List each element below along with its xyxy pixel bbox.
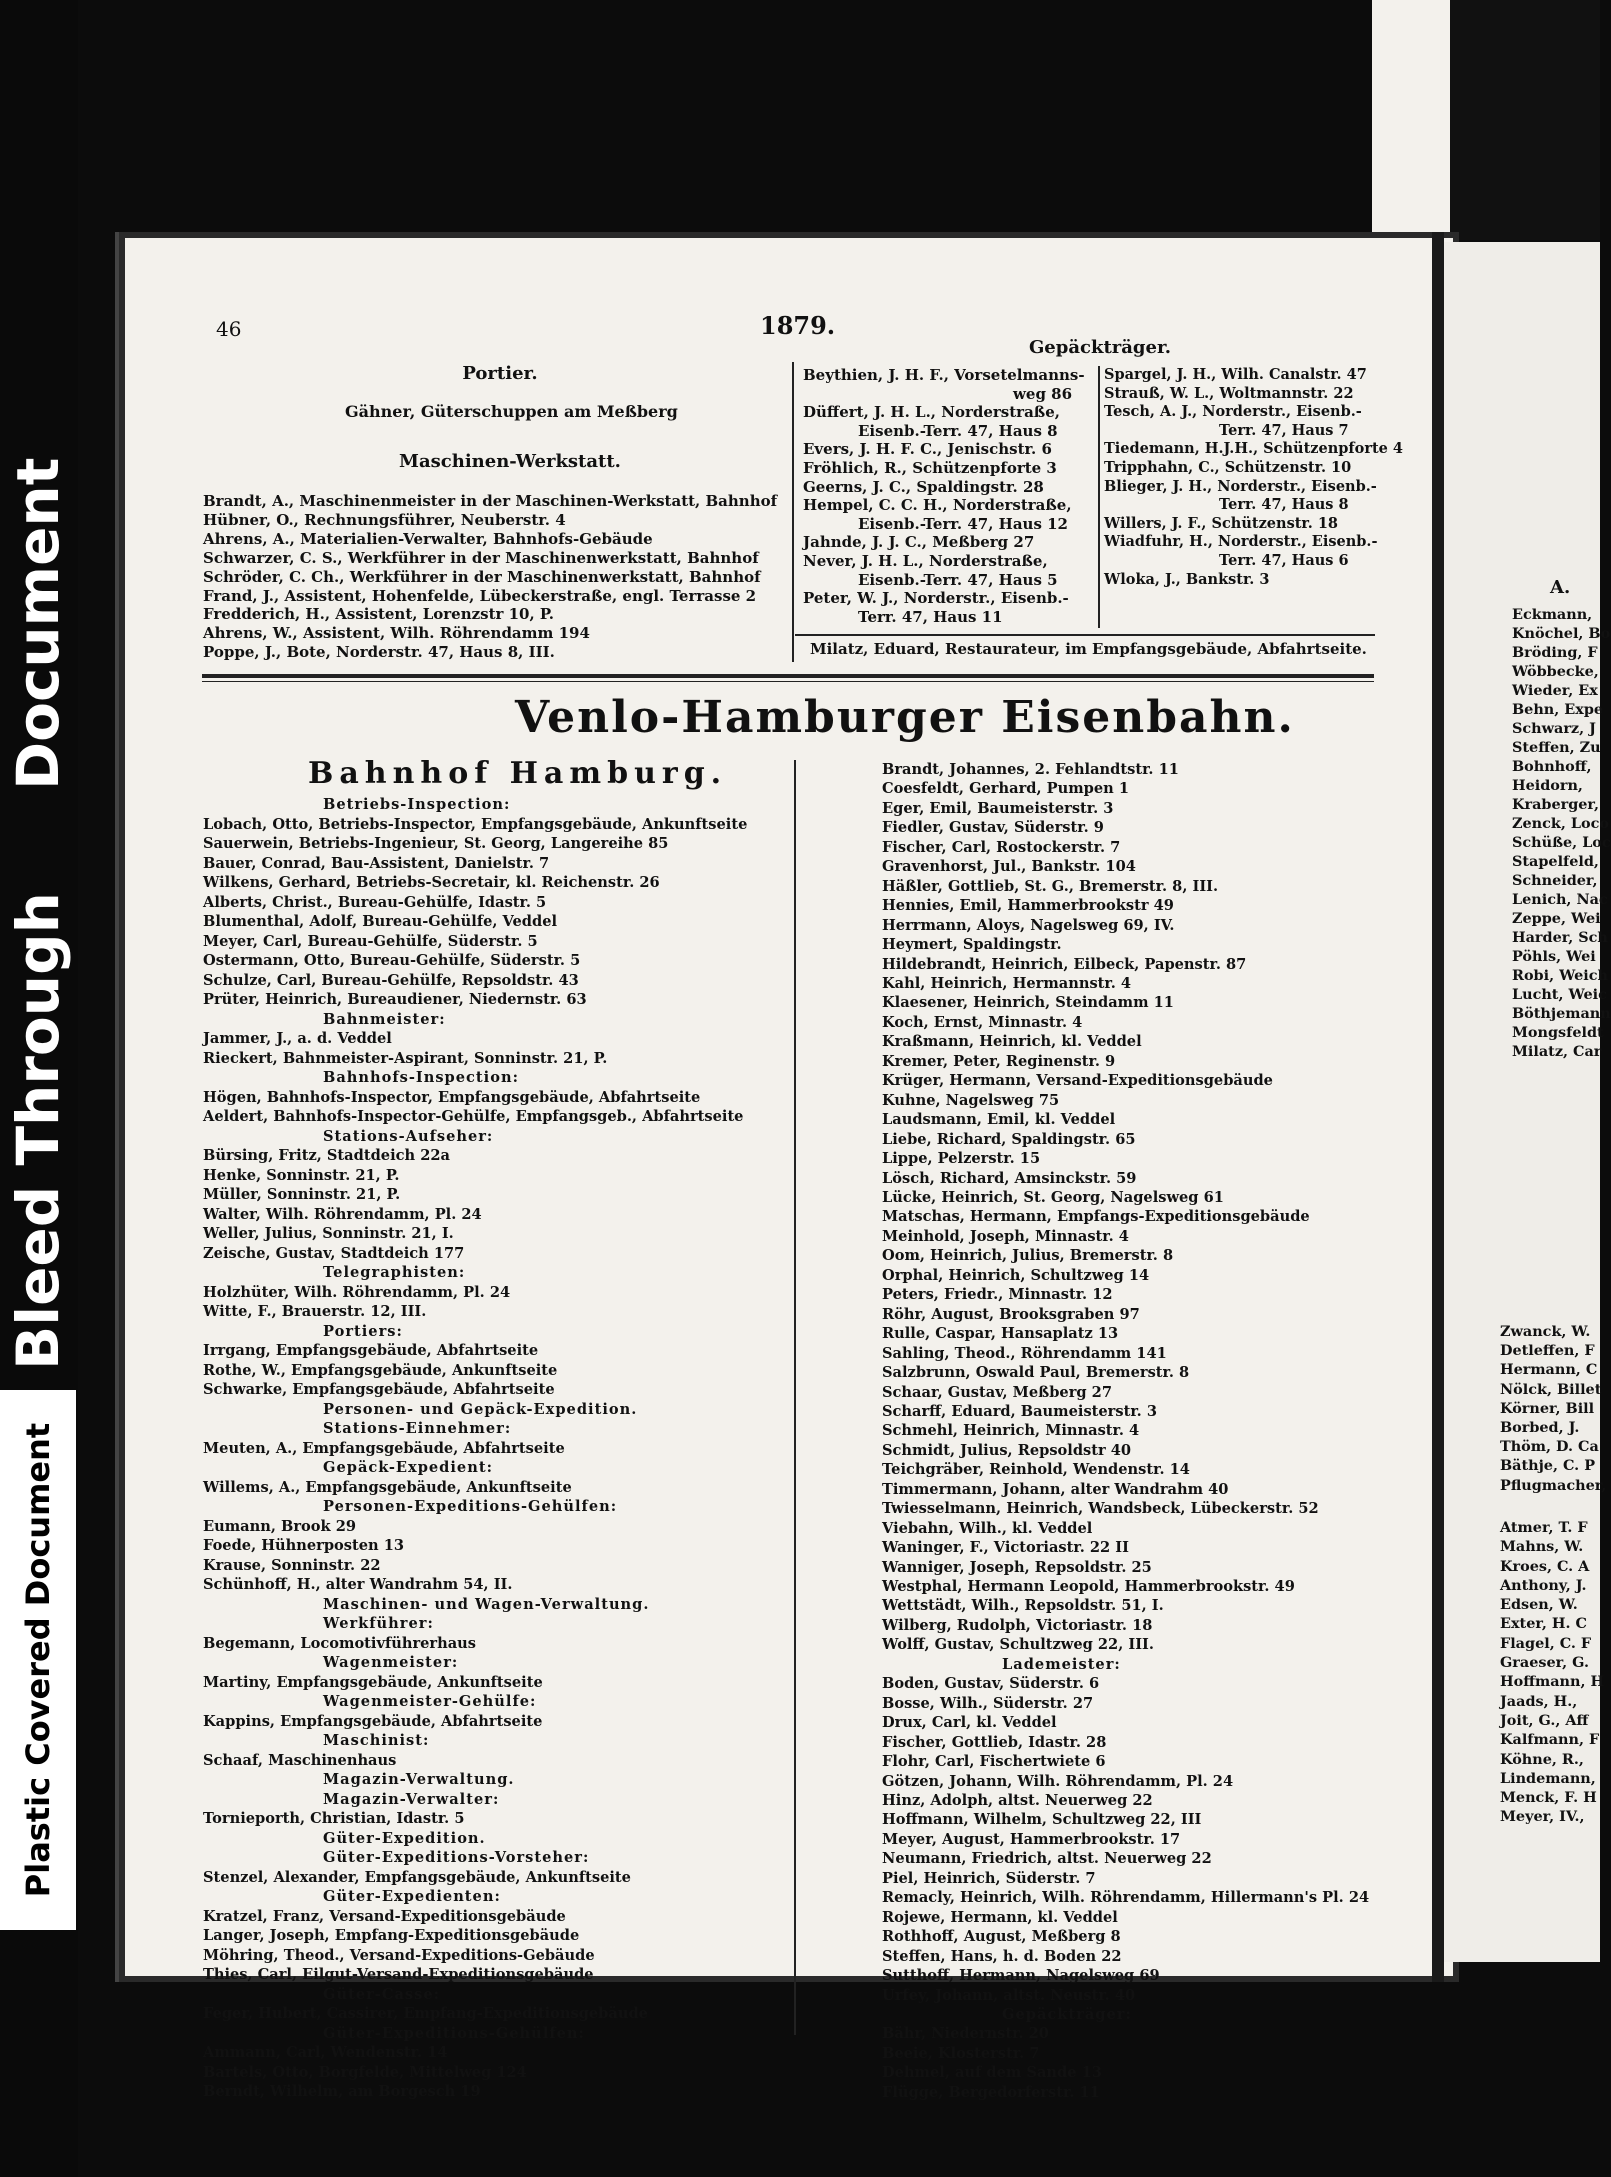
list-item: Lobach, Otto, Betriebs-Inspector, Empfangsgebäude, Ankunftseite <box>203 815 748 833</box>
list-item: Bröding, F <box>1512 644 1598 661</box>
section-subheading: Telegraphisten: <box>323 1264 466 1281</box>
list-item: Stenzel, Alexander, Empfangsgebäude, Ankunftseite <box>203 1868 631 1886</box>
list-item: Wiadfuhr, H., Norderstr., Eisenb.- <box>1104 533 1378 551</box>
list-item: Menck, F. H <box>1500 1789 1597 1807</box>
list-item: Schmidt, Julius, Repsoldstr 40 <box>882 1441 1132 1459</box>
list-item: Steffen, Zu <box>1512 739 1601 756</box>
section-subheading: Gepäckträger: <box>1002 2006 1132 2023</box>
list-item: Remacly, Heinrich, Wilh. Röhrendamm, Hillermann's Pl. 24 <box>882 1889 1370 1907</box>
list-item: Wanniger, Joseph, Repsoldstr. 25 <box>882 1558 1152 1576</box>
list-item: Kraßmann, Heinrich, kl. Veddel <box>882 1033 1142 1051</box>
list-item: Schmehl, Heinrich, Minnastr. 4 <box>882 1422 1140 1440</box>
list-item: Schünhoff, H., alter Wandrahm 54, II. <box>203 1576 513 1593</box>
list-item: Terr. 47, Haus 7 <box>1219 421 1349 439</box>
next-page-list-3 <box>1500 1518 1604 1827</box>
list-item: Eisenb.-Terr. 47, Haus 8 <box>858 421 1058 440</box>
list-item: Flügge, Bergedorferstr. 11 <box>882 2083 1100 2101</box>
list-item: Schaar, Gustav, Meßberg 27 <box>882 1383 1112 1401</box>
list-item: Witte, F., Brauerstr. 12, III. <box>203 1303 427 1320</box>
list-item: Lucht, Weic <box>1512 986 1607 1003</box>
list-item: Tesch, A. J., Norderstr., Eisenb.- <box>1104 403 1362 421</box>
page-fold <box>1432 232 1444 1982</box>
list-item: Aeldert, Bahnhofs-Inspector-Gehülfe, Empfangsgeb., Abfahrtseite <box>203 1108 744 1125</box>
list-item: Orphal, Heinrich, Schultzweg 14 <box>882 1266 1150 1284</box>
section-subheading: Wagenmeister: <box>323 1654 459 1671</box>
list-item: Flagel, C. F <box>1500 1634 1592 1652</box>
list-item: Willems, A., Empfangsgebäude, Ankunftseite <box>203 1478 572 1496</box>
divider <box>795 634 1375 636</box>
list-item: Stapelfeld, <box>1512 853 1599 870</box>
column-rule <box>1098 366 1100 628</box>
list-item: Strauß, W. L., Woltmannstr. 22 <box>1104 384 1354 402</box>
list-item: Coesfeldt, Gerhard, Pumpen 1 <box>882 780 1129 798</box>
werkstatt-list <box>203 492 777 662</box>
list-item: Dehmel, auf dem Sande 13 <box>882 2064 1102 2082</box>
list-item: Twiesselmann, Heinrich, Wandsbeck, Lübeckerstr. 52 <box>882 1500 1319 1518</box>
list-item: Piel, Heinrich, Süderstr. 7 <box>882 1869 1096 1887</box>
list-item: Bürsing, Fritz, Stadtdeich 22a <box>203 1147 450 1164</box>
list-item: Lücke, Heinrich, St. Georg, Nagelsweg 61 <box>882 1188 1224 1206</box>
list-item: Prüter, Heinrich, Bureaudiener, Niedernstr. 63 <box>203 991 587 1008</box>
section-subheading: Güter-Expedition. <box>323 1829 486 1847</box>
list-item: Blumenthal, Adolf, Bureau-Gehülfe, Veddel <box>203 913 558 930</box>
list-item: Waninger, F., Victoriastr. 22 II <box>882 1539 1129 1557</box>
list-item: Eisenb.-Terr. 47, Haus 12 <box>858 514 1068 533</box>
list-item: Exter, H. C <box>1500 1615 1587 1633</box>
list-item: Eger, Emil, Baumeisterstr. 3 <box>882 799 1114 817</box>
list-item: Irrgang, Empfangsgebäude, Abfahrtseite <box>203 1342 539 1359</box>
list-item: Weller, Julius, Sonninstr. 21, I. <box>203 1225 454 1242</box>
list-item: Foede, Hühnerposten 13 <box>203 1537 405 1554</box>
list-item: Kuhne, Nagelsweg 75 <box>882 1091 1060 1109</box>
section-subheading: Portiers: <box>323 1322 403 1340</box>
list-item: Knöchel, Bo <box>1512 625 1611 642</box>
list-item: Wettstädt, Wilh., Repsoldstr. 51, I. <box>882 1597 1164 1615</box>
section-divider-thin <box>202 681 1374 682</box>
list-item: Böthjemann <box>1512 1005 1611 1022</box>
list-item: Peter, W. J., Norderstr., Eisenb.- <box>803 589 1069 608</box>
list-item: Steffen, Hans, h. d. Boden 22 <box>882 1947 1122 1965</box>
plastic-covered-label: Plastic Covered Document <box>0 1390 76 1930</box>
list-item: Röhr, August, Brooksgraben 97 <box>882 1305 1140 1323</box>
list-item: Rieckert, Bahnmeister-Aspirant, Sonninstr. 21, P. <box>203 1049 608 1067</box>
section-subheading: Gepäck-Expedient: <box>323 1459 493 1476</box>
list-item: Brandt, A., Maschinenmeister in der Maschinen-Werkstatt, Bahnhof <box>203 492 778 510</box>
section-subheading: Personen- und Gepäck-Expedition. <box>323 1400 638 1418</box>
list-item: Thies, Carl, Eilgut-Versand-Expeditionsgebäude <box>203 1966 594 1983</box>
list-item: Hoffmann, Wilhelm, Schultzweg 22, III <box>882 1811 1202 1829</box>
list-item: Martiny, Empfangsgebäude, Ankunftseite <box>203 1673 543 1691</box>
list-item: Terr. 47, Haus 11 <box>858 607 1003 626</box>
list-item: Graeser, G. <box>1500 1654 1589 1672</box>
list-item: Schneider, <box>1512 872 1598 889</box>
list-item: Wieder, Ex <box>1512 682 1598 699</box>
list-item: Behn, Expe <box>1512 701 1604 718</box>
list-item: Hildebrandt, Heinrich, Eilbeck, Papenstr. 87 <box>882 955 1247 973</box>
scan-background <box>1450 0 1600 240</box>
werkstatt-title: Maschinen-Werkstatt. <box>399 451 621 472</box>
list-item: Liebe, Richard, Spaldingstr. 65 <box>882 1130 1136 1148</box>
list-item: Kappins, Empfangsgebäude, Abfahrtseite <box>203 1712 543 1730</box>
list-item: Hempel, C. C. H., Norderstraße, <box>803 496 1072 515</box>
list-item: Fiedler, Gustav, Süderstr. 9 <box>882 819 1104 837</box>
list-item: Müller, Sonninstr. 21, P. <box>203 1186 401 1203</box>
list-item: Kremer, Peter, Reginenstr. 9 <box>882 1052 1116 1070</box>
list-item: Peters, Friedr., Minnastr. 12 <box>882 1286 1113 1304</box>
list-item: Scharff, Eduard, Baumeisterstr. 3 <box>882 1402 1157 1420</box>
section-subheading: Güter-Casse: <box>323 1985 441 2003</box>
list-item: Gravenhorst, Jul., Bankstr. 104 <box>882 858 1136 876</box>
gepaecktraeger-col2 <box>1104 366 1403 589</box>
list-item: Blieger, J. H., Norderstr., Eisenb.- <box>1104 477 1377 495</box>
list-item: Schüße, Loc <box>1512 834 1611 851</box>
list-item: Lösch, Richard, Amsinckstr. 59 <box>882 1169 1137 1187</box>
list-item: Bauer, Conrad, Bau-Assistent, Danielstr. 7 <box>203 854 550 872</box>
list-item: Detleffen, F <box>1500 1342 1595 1360</box>
list-item: Holzhüter, Wilh. Röhrendamm, Pl. 24 <box>203 1283 511 1301</box>
list-item: Kahl, Heinrich, Hermannstr. 4 <box>882 974 1132 992</box>
list-item: Meyer, Carl, Bureau-Gehülfe, Süderstr. 5 <box>203 932 538 950</box>
list-item: Geerns, J. C., Spaldingstr. 28 <box>803 477 1044 496</box>
list-item: Drux, Carl, kl. Veddel <box>882 1714 1057 1732</box>
list-item: Eumann, Brook 29 <box>203 1517 357 1535</box>
list-item: Körner, Bill <box>1500 1399 1595 1417</box>
list-item: Hübner, O., Rechnungsführer, Neuberstr. 4 <box>203 510 566 529</box>
list-item: Joit, G., Aff <box>1500 1711 1589 1729</box>
list-item: Urfey, Johann, altst. Neustr. 40 <box>882 1986 1136 2004</box>
section-subheading: Bahnmeister: <box>323 1010 446 1028</box>
list-item: Alberts, Christ., Bureau-Gehülfe, Idastr. 5 <box>203 893 547 911</box>
list-item: Boden, Gustav, Süderstr. 6 <box>882 1675 1100 1693</box>
section-subheading: Lademeister: <box>1002 1655 1121 1673</box>
portier-title: Portier. <box>462 363 538 384</box>
list-item: Sahling, Theod., Röhrendamm 141 <box>882 1344 1167 1362</box>
list-item: Rothe, W., Empfangsgebäude, Ankunftseite <box>203 1361 558 1379</box>
list-item: Möhring, Theod., Versand-Expeditions-Gebäude <box>203 1946 595 1964</box>
list-item: Bähr, Niedernstr. 20 <box>882 2025 1049 2043</box>
list-item: weg 86 <box>1013 384 1073 403</box>
list-item: Sauerwein, Betriebs-Ingenieur, St. Georg, Langereihe 85 <box>203 835 669 852</box>
list-item: Hoffmann, H <box>1500 1673 1605 1691</box>
list-item: Köhne, R., <box>1500 1750 1584 1768</box>
list-item: Ostermann, Otto, Bureau-Gehülfe, Süderstr. 5 <box>203 952 581 969</box>
gepaecktraeger-footer: Milatz, Eduard, Restaurateur, im Empfangsgebäude, Abfahrtseite. <box>810 640 1367 658</box>
list-item: Zwanck, W. <box>1500 1323 1591 1340</box>
list-item: Rojewe, Hermann, kl. Veddel <box>882 1908 1118 1926</box>
list-item: Schwarke, Empfangsgebäude, Abfahrtseite <box>203 1381 555 1398</box>
list-item: Zeische, Gustav, Stadtdeich 177 <box>203 1244 465 1262</box>
portier-line: Gähner, Güterschuppen am Meßberg <box>345 402 678 421</box>
list-item: Laudsmann, Emil, kl. Veddel <box>882 1111 1116 1129</box>
list-item: Schwarz, J <box>1512 720 1596 737</box>
section-subheading: Stations-Einnehmer: <box>323 1420 512 1437</box>
next-page-list-1 <box>1512 605 1611 1061</box>
list-item: Ammann, Carl, Wendenstr. 14 <box>203 2044 448 2061</box>
list-item: Tiedemann, H.J.H., Schützenpforte 4 <box>1104 440 1404 458</box>
list-item: Jahnde, J. J. C., Meßberg 27 <box>803 533 1035 552</box>
list-item: Kroes, C. A <box>1500 1557 1590 1575</box>
left-column-list <box>203 795 747 2102</box>
list-item: Westphal, Hermann Leopold, Hammerbrookstr. 49 <box>882 1578 1295 1596</box>
list-item: Rothhoff, August, Meßberg 8 <box>882 1928 1121 1946</box>
section-subheading: Werkführer: <box>323 1615 434 1632</box>
section-subheading: Bahnhofs-Inspection: <box>323 1069 519 1086</box>
list-item: Anthony, J. <box>1500 1576 1587 1594</box>
next-page-letter: A. <box>1550 577 1571 598</box>
list-item: Timmermann, Johann, alter Wandrahm 40 <box>882 1480 1229 1498</box>
list-item: Eisenb.-Terr. 47, Haus 5 <box>858 570 1058 589</box>
list-item: Ahrens, W., Assistent, Wilh. Röhrendamm 194 <box>203 624 590 643</box>
list-item: Willers, J. F., Schützenstr. 18 <box>1104 514 1339 532</box>
document-label: Document <box>4 457 72 790</box>
list-item: Edsen, W. <box>1500 1596 1578 1614</box>
list-item: Kratzel, Franz, Versand-Expeditionsgebäude <box>203 1907 566 1925</box>
section-subheading: Güter-Expeditions-Vorsteher: <box>323 1849 590 1866</box>
section-subheading: Stations-Aufseher: <box>323 1127 494 1145</box>
list-item: Bohnhoff, <box>1512 758 1592 775</box>
section-subheading: Betriebs-Inspection: <box>323 796 511 813</box>
list-item: Mongsfeldt <box>1512 1024 1604 1041</box>
list-item: Borbed, J. <box>1500 1419 1580 1437</box>
list-item: Terr. 47, Haus 6 <box>1219 551 1349 569</box>
list-item: Wloka, J., Bankstr. 3 <box>1104 570 1270 588</box>
list-item: Koch, Ernst, Minnastr. 4 <box>882 1013 1083 1031</box>
list-item: Frand, J., Assistent, Hohenfelde, Lübeckerstraße, engl. Terrasse 2 <box>203 586 757 605</box>
section-subheading: Magazin-Verwalter: <box>323 1790 500 1808</box>
list-item: Bäthje, C. P <box>1500 1457 1596 1475</box>
list-item: Never, J. H. L., Norderstraße, <box>803 551 1048 570</box>
list-item: Hinz, Adolph, altst. Neuerweg 22 <box>882 1792 1153 1810</box>
list-item: Berndt, Wilhelm, am Borgesch 19 <box>203 2083 481 2100</box>
list-item: Rulle, Caspar, Hansaplatz 13 <box>882 1325 1119 1343</box>
list-item: Spargel, J. H., Wilh. Canalstr. 47 <box>1104 366 1367 383</box>
list-item: Terr. 47, Haus 8 <box>1219 496 1349 514</box>
list-item: Evers, J. H. F. C., Jenischstr. 6 <box>803 440 1052 459</box>
list-item: Salzbrunn, Oswald Paul, Bremerstr. 8 <box>882 1364 1190 1382</box>
list-item: Langer, Joseph, Empfang-Expeditionsgebäude <box>203 1927 580 1944</box>
list-item: Poppe, J., Bote, Norderstr. 47, Haus 8, III. <box>203 643 555 662</box>
list-item: Atmer, T. F <box>1500 1519 1588 1536</box>
list-item: Düffert, J. H. L., Norderstraße, <box>803 403 1060 422</box>
page-number: 46 <box>216 317 242 341</box>
main-title: Venlo-Hamburger Eisenbahn. <box>515 692 1295 743</box>
list-item: Fröhlich, R., Schützenpforte 3 <box>803 458 1057 477</box>
bahnhof-heading: Bahnhof Hamburg. <box>308 756 728 791</box>
list-item: Sutthoff, Hermann, Nagelsweg 69 <box>882 1967 1160 1985</box>
bleed-through-label: Bleed Through <box>4 892 72 1370</box>
list-item: Thöm, D. Ca <box>1500 1438 1599 1456</box>
list-item: Jammer, J., a. d. Veddel <box>203 1030 392 1047</box>
list-item: Wöbbecke, <box>1512 663 1599 680</box>
page-top-edge <box>1372 0 1450 232</box>
center-column-rule <box>794 760 796 2035</box>
section-subheading: Güter-Expeditions-Gehülfen: <box>323 2024 585 2042</box>
list-item: Zenck, Loco <box>1512 815 1609 832</box>
list-item: Wilberg, Rudolph, Victoriastr. 18 <box>882 1616 1153 1634</box>
list-item: Bosse, Wilh., Süderstr. 27 <box>882 1694 1094 1712</box>
section-divider <box>202 674 1374 678</box>
list-item: Walter, Wilh. Röhrendamm, Pl. 24 <box>203 1205 482 1223</box>
list-item: Beythien, J. H. F., Vorsetelmanns- <box>803 366 1085 384</box>
list-item: Krüger, Hermann, Versand-Expeditionsgebäude <box>882 1072 1273 1090</box>
column-rule <box>792 362 794 662</box>
list-item: Pöhls, Wei <box>1512 948 1596 965</box>
list-item: Viebahn, Wilh., kl. Veddel <box>882 1519 1093 1537</box>
list-item: Klaesener, Heinrich, Steindamm 11 <box>882 994 1174 1012</box>
next-page-list-2 <box>1500 1322 1606 1495</box>
list-item: Schaaf, Maschinenhaus <box>203 1751 397 1769</box>
list-item: Meinhold, Joseph, Minnastr. 4 <box>882 1227 1129 1245</box>
list-item: Hennies, Emil, Hammerbrookstr 49 <box>882 897 1174 915</box>
list-item: Tripphahn, C., Schützenstr. 10 <box>1104 458 1352 476</box>
list-item: Götzen, Johann, Wilh. Röhrendamm, Pl. 24 <box>882 1772 1234 1790</box>
list-item: Lippe, Pelzerstr. 15 <box>882 1150 1041 1168</box>
list-item: Wolff, Gustav, Schultzweg 22, III. <box>882 1636 1154 1654</box>
list-item: Flohr, Carl, Fischertwiete 6 <box>882 1753 1106 1771</box>
list-item: Lenich, Nac <box>1512 891 1608 908</box>
list-item: Ahrens, A., Materialien-Verwalter, Bahnhofs-Gebäude <box>203 529 653 548</box>
section-subheading: Magazin-Verwaltung. <box>323 1771 515 1788</box>
list-item: Matschas, Hermann, Empfangs-Expeditionsgebäude <box>882 1208 1310 1226</box>
list-item: Fischer, Carl, Rostockerstr. 7 <box>882 838 1121 856</box>
list-item: Begemann, Locomotivführerhaus <box>203 1634 476 1652</box>
list-item: Schröder, C. Ch., Werkführer in der Maschinenwerkstatt, Bahnhof <box>203 567 761 586</box>
list-item: Feger, Hubert, Cassirer, Empfang-Expeditionsgebäude <box>203 2005 648 2022</box>
gepaecktraeger-col1 <box>803 366 1085 626</box>
gepaecktraeger-title: Gepäckträger. <box>1028 337 1172 358</box>
list-item: Kalfmann, F <box>1500 1731 1600 1749</box>
list-item: Oom, Heinrich, Julius, Bremerstr. 8 <box>882 1247 1174 1265</box>
list-item: Harder, Sch <box>1512 929 1608 946</box>
list-item: Meuten, A., Empfangsgebäude, Abfahrtseite <box>203 1439 565 1457</box>
list-item: Meyer, IV., <box>1500 1808 1585 1826</box>
page-year: 1879. <box>760 311 836 340</box>
list-item: Eckmann, <box>1512 606 1593 623</box>
list-item: Nölck, Billet <box>1500 1380 1602 1398</box>
section-subheading: Wagenmeister-Gehülfe: <box>323 1693 537 1710</box>
list-item: Meyer, August, Hammerbrookstr. 17 <box>882 1830 1181 1848</box>
list-item: Hermann, C <box>1500 1361 1598 1379</box>
list-item: Kraberger, <box>1512 796 1599 813</box>
list-item: Beeie, Klosterstr. 7 <box>882 2044 1040 2062</box>
list-item: Jaads, H., <box>1500 1692 1578 1710</box>
list-item: Schwarzer, C. S., Werkführer in der Maschinenwerkstatt, Bahnhof <box>203 548 759 567</box>
list-item: Robi, Weich <box>1512 967 1608 984</box>
section-subheading: Maschinist: <box>323 1732 430 1749</box>
section-subheading: Personen-Expeditions-Gehülfen: <box>323 1498 618 1515</box>
list-item: Häßler, Gottlieb, St. G., Bremerstr. 8, III. <box>882 877 1219 895</box>
list-item: Lindemann, <box>1500 1769 1596 1787</box>
right-column-list <box>882 760 1369 2102</box>
list-item: Henke, Sonninstr. 21, P. <box>203 1166 400 1184</box>
list-item: Milatz, Car <box>1512 1043 1602 1060</box>
list-item: Herrmann, Aloys, Nagelsweg 69, IV. <box>882 916 1175 934</box>
list-item: Pflugmacher, <box>1500 1476 1607 1494</box>
list-item: Teichgräber, Reinhold, Wendenstr. 14 <box>882 1461 1190 1479</box>
list-item: Mahns, W. <box>1500 1538 1584 1556</box>
section-subheading: Güter-Expedienten: <box>323 1888 501 1905</box>
list-item: Fischer, Gottlieb, Idastr. 28 <box>882 1733 1107 1751</box>
list-item: Fredderich, H., Assistent, Lorenzstr 10, P. <box>203 605 554 624</box>
list-item: Brandt, Johannes, 2. Fehlandtstr. 11 <box>882 761 1179 778</box>
list-item: Heymert, Spaldingstr. <box>882 936 1062 954</box>
list-item: Krause, Sonninstr. 22 <box>203 1556 381 1574</box>
list-item: Schulze, Carl, Bureau-Gehülfe, Repsoldstr. 43 <box>203 971 579 989</box>
list-item: Wilkens, Gerhard, Betriebs-Secretair, kl. Reichenstr. 26 <box>203 874 660 891</box>
list-item: Neumann, Friedrich, altst. Neuerweg 22 <box>882 1850 1212 1868</box>
section-subheading: Maschinen- und Wagen-Verwaltung. <box>323 1595 650 1613</box>
list-item: Högen, Bahnhofs-Inspector, Empfangsgebäude, Abfahrtseite <box>203 1088 701 1106</box>
list-item: Tornieporth, Christian, Idastr. 5 <box>203 1810 465 1827</box>
list-item: Heidorn, <box>1512 777 1583 794</box>
list-item: Zeppe, Wei <box>1512 910 1601 927</box>
list-item: Bartels, Otto, Borgfelde, Mittelweg 124 <box>203 2063 527 2081</box>
